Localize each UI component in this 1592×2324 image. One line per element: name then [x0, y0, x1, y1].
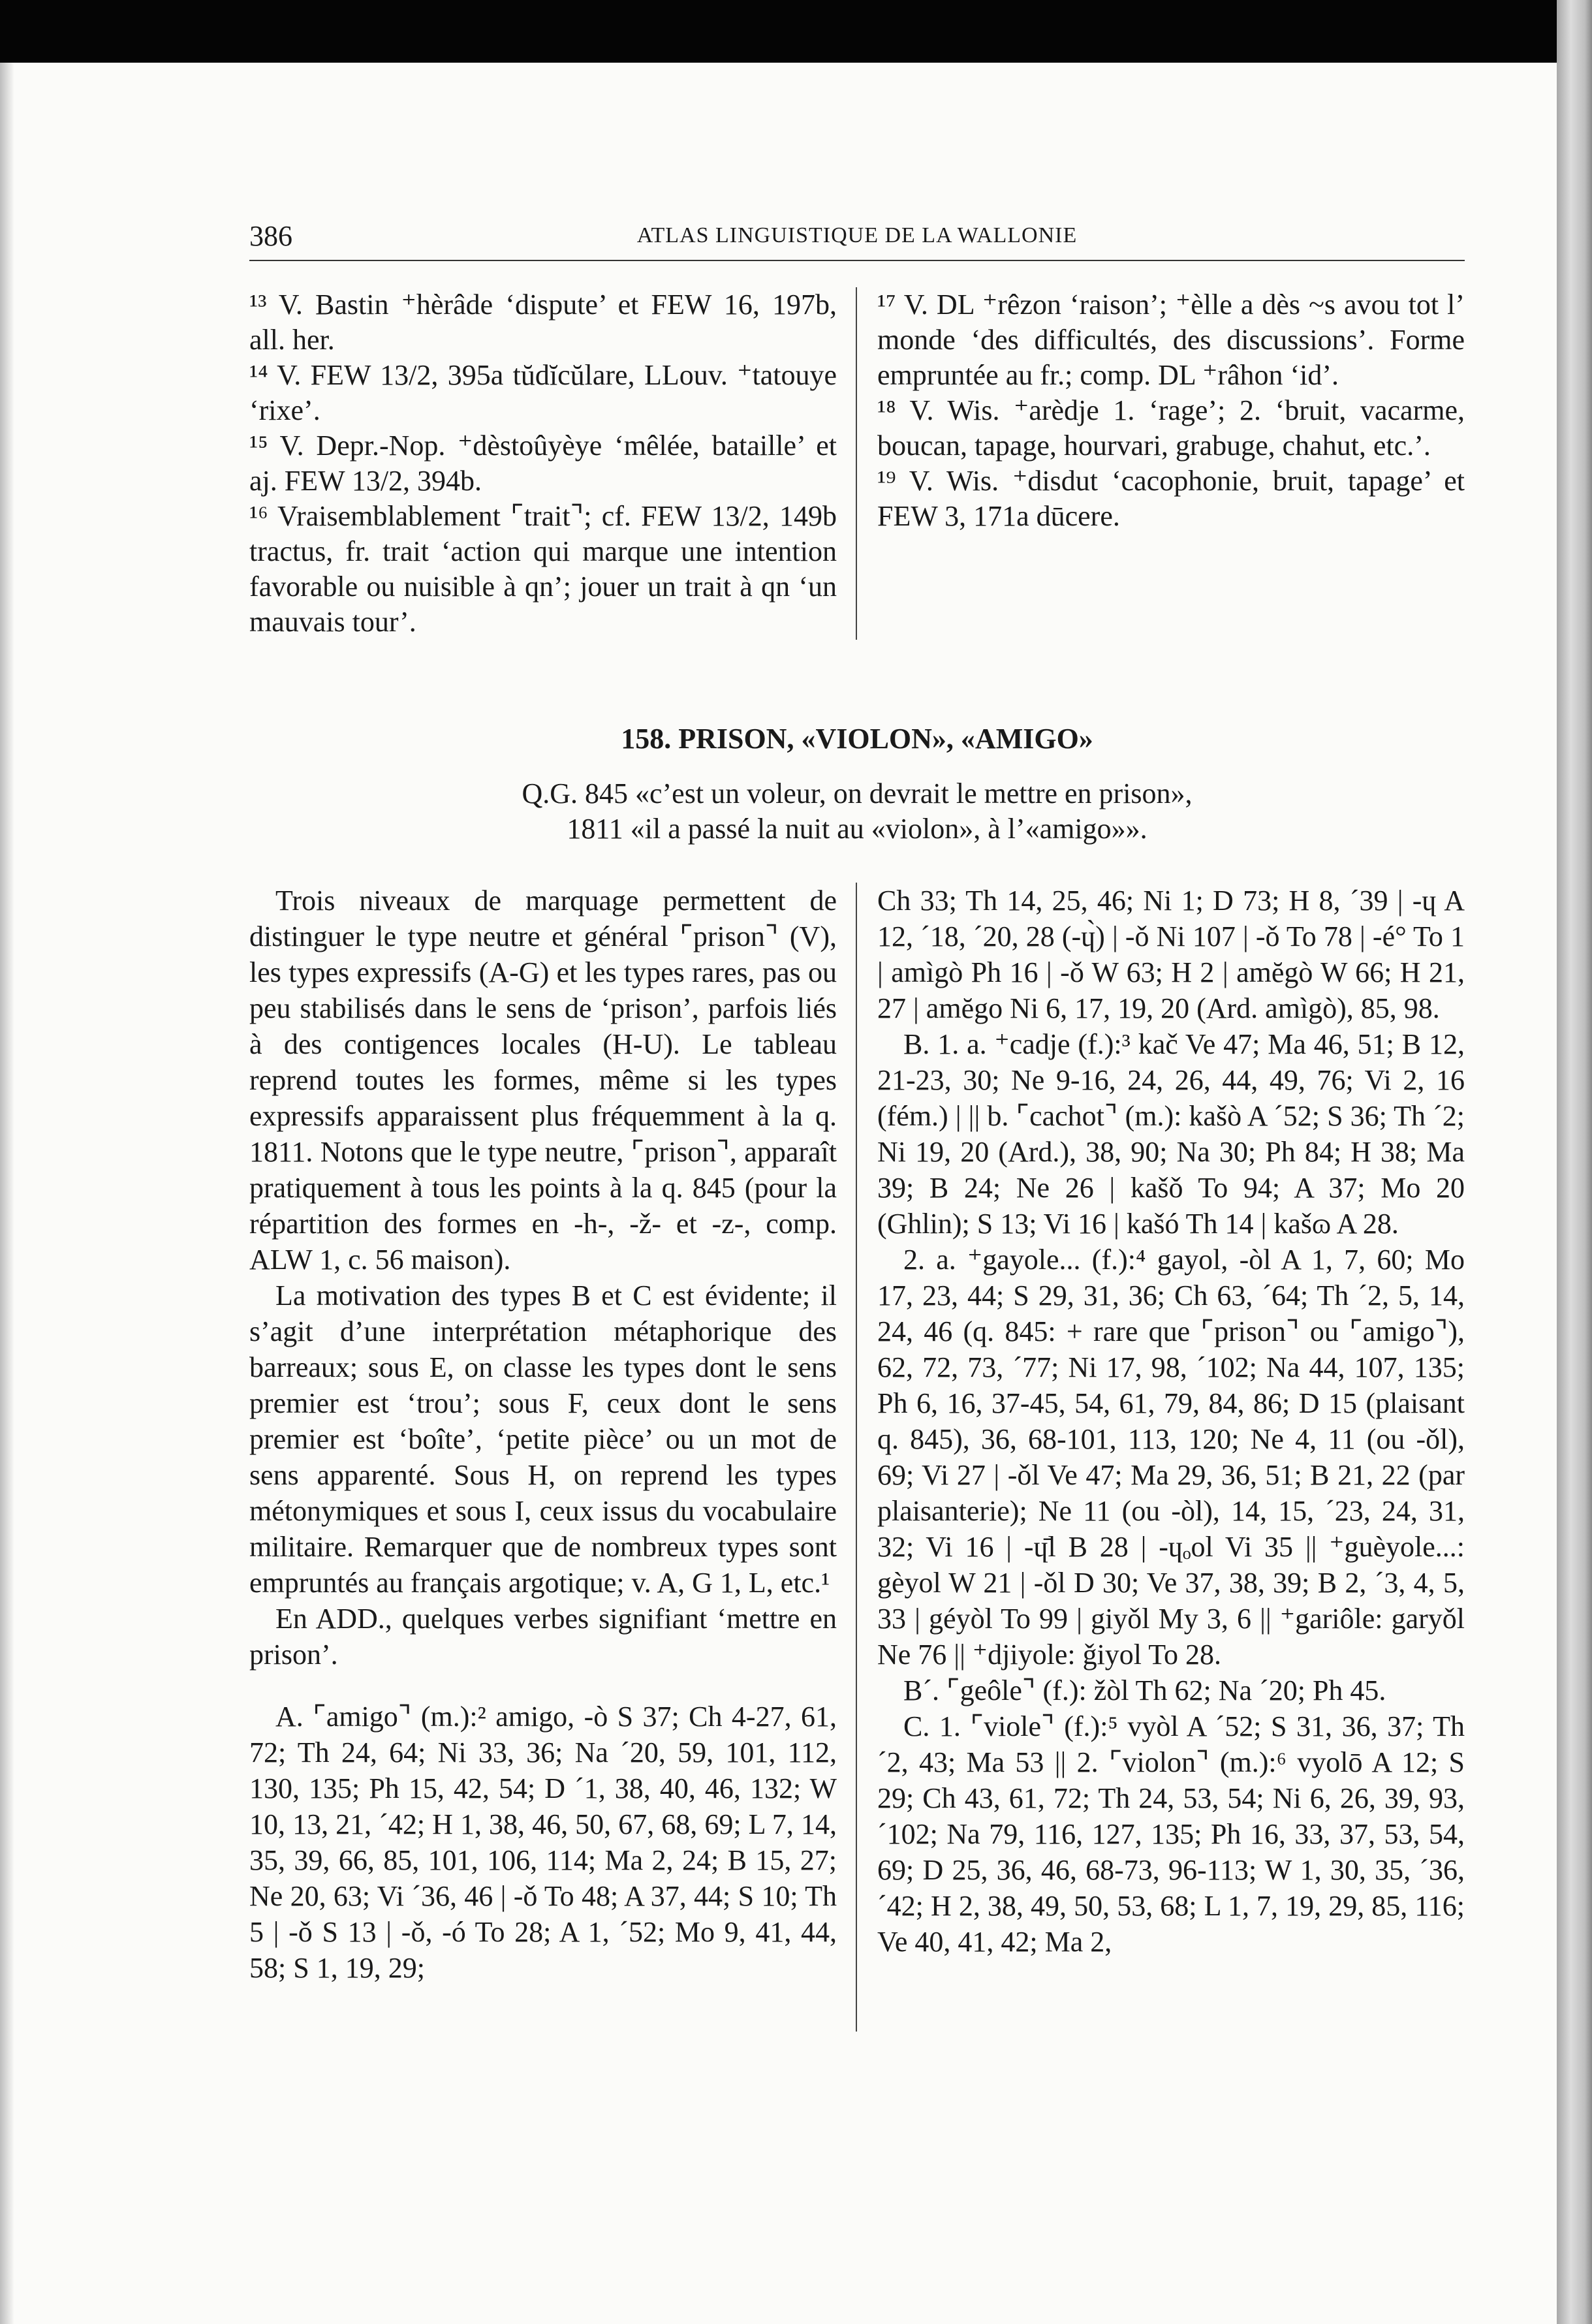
body-right-column [877, 883, 1465, 1960]
footnote-15: ¹⁵ V. Depr.-Nop. ⁺dèstoûyèye ‘mêlée, bataille’ et aj. FEW 13/2, 394b. [249, 430, 837, 497]
question-line-2: 1811 «il a passé la nuit au «violon», à l’«amigo»». [567, 813, 1147, 845]
paragraph-type-b-prime: B´. ⌜geôle⌝ (f.): žòl Th 62; Na ´20; Ph 45. [903, 1674, 1386, 1706]
running-title: ATLAS LINGUISTIQUE DE LA WALLONIE [636, 223, 1078, 247]
footnote-16: ¹⁶ Vraisemblablement ⌜trait⌝; cf. FEW 13/2, 149b tractus, fr. trait ‘action qui marque une intention favorable ou nuisible à qn’; jouer un trait à qn ‘un mauvais tour’. [249, 500, 837, 638]
footnote-18: ¹⁸ V. Wis. ⁺arèdje 1. ‘rage’; 2. ‘bruit, vacarme, boucan, tapage, hourvari, grabuge, chahut, etc.’. [877, 394, 1465, 462]
footnotes-right [877, 287, 1465, 534]
paragraph-type-b2: 2. a. ⁺gayole... (f.):⁴ gayol, -òl A 1, 7, 60; Mo 17, 23, 44; S 29, 31, 36; Ch 63, ´64; Th ´2, 5, 14, 24, 46 (q. 845: + rare que ⌜prison⌝ ou ⌜amigo⌝), 62, 72, 73, ´77; Ni 17, 98, ´102; Na 44, 107, 135; Ph 6, 16, 37-45, 54, 61, 79, 84, 86; D 15 (plaisant q. 845), 36, 68-101, 113, 120; Ne 4, 11 (ou -ǒl), 69; Vi 27 | -ǒl Ve 47; Ma 29, 36, 51; B 21, 22 (par plaisanterie); Ne 11 (ou -òl), 14, 15, ´23, 24, 31, 32; Vi 16 | -ɥ̄l B 28 | -ɥₒol Vi 35 || ⁺guèyole...: gèyol W 21 | -ǒl D 30; Ve 37, 38, 39; B 2, ´3, 4, 5, 33 | géyòl To 99 | giyǒl My 3, 6 || ⁺gariôle: garyǒl Ne 76 || ⁺djiyole: ǧiyol To 28. [877, 1244, 1465, 1671]
page-number: 386 [249, 220, 292, 252]
paragraph-intro: Trois niveaux de marquage permettent de distinguer le type neutre et général ⌜prison⌝ (V), les types expressifs (A-G) et les types rares, pas ou peu stabilisés dans le sens de ‘prison’, parfois liés à des contigences locales (H-U). Le tableau reprend toutes les formes, même si les types expressifs apparaissent plus fréquemment à la q. 1811. Notons que le type neutre, ⌜prison⌝, apparaît pratiquement à tous les points à la q. 845 (pour la répartition des formes en -h-, -ž- et -z-, comp. ALW 1, c. 56 maison). [249, 885, 837, 1276]
running-header [249, 219, 1465, 259]
paragraph-type-a: A. ⌜amigo⌝ (m.):² amigo, -ò S 37; Ch 4-27, 61, 72; Th 24, 64; Ni 33, 36; Na ´20, 59, 101, 112, 130, 135; Ph 15, 42, 54; D ´1, 38, 40, 46, 132; W 10, 13, 21, ´42; H 1, 38, 46, 50, 67, 68, 69; L 7, 14, 35, 39, 66, 85, 101, 106, 114; Ma 2, 24; B 15, 27; Ne 20, 63; Vi ´36, 46 | -ǒ To 48; A 37, 44; S 10; Th 5 | -ǒ S 13 | -ǒ, -ó To 28; A 1, ´52; Mo 9, 41, 44, 58; S 1, 19, 29; [249, 1701, 837, 1984]
header-rule [249, 260, 1465, 261]
scan-right-border [1557, 0, 1592, 2324]
body-column-separator [856, 883, 857, 2032]
footnote-13: ¹³ V. Bastin ⁺hèrâde ‘dispute’ et FEW 16, 197b, all. her. [249, 289, 837, 356]
footnote-column-separator [856, 287, 857, 640]
paragraph-type-c: C. 1. ⌜viole⌝ (f.):⁵ vyòl A ´52; S 31, 36, 37; Th ´2, 43; Ma 53 || 2. ⌜violon⌝ (m.):⁶ vyolō A 12; S 29; Ch 43, 61, 72; Th 24, 53, 54; Ni 6, 26, 39, 93, ´102; Na 79, 116, 127, 135; Ph 16, 33, 37, 53, 54, 69; D 25, 36, 46, 68-73, 96-113; W 1, 30, 35, ´36, ´42; H 2, 38, 49, 50, 53, 68; L 1, 7, 19, 29, 85, 116; Ve 40, 41, 42; Ma 2, [877, 1710, 1465, 1958]
paragraph-type-b: B. 1. a. ⁺cadje (f.):³ kač Ve 47; Ma 46, 51; B 12, 21-23, 30; Ne 9-16, 24, 26, 44, 49, 76; Vi 2, 16 (fém.) | || b. ⌜cachot⌝ (m.): kašò A ´52; S 36; Th ´2; Ni 19, 20 (Ard.), 38, 90; Na 30; Ph 84; H 38; Ma 39; B 24; Ne 26 | kašǒ To 94; A 37; Mo 20 (Ghlin); S 13; Vi 16 | kašó Th 14 | kašɷ A 28. [877, 1028, 1465, 1240]
paragraph-motivation: La motivation des types B et C est évidente; il s’agit d’une interprétation métaphorique des barreaux; sous E, on classe les types dont le sens premier est ‘trou’; sous F, ceux dont le sens premier est ‘boîte’, ‘petite pièce’ ou un mot de sens apparenté. Sous H, on reprend les types métonymiques et sous I, ceux issus du vocabulaire militaire. Remarquer que de nombreux types sont empruntés au français argotique; v. A, G 1, L, etc.¹ [249, 1280, 837, 1599]
article-heading: 158. PRISON, «VIOLON», «AMIGO» [621, 723, 1093, 755]
footnote-14: ¹⁴ V. FEW 13/2, 395a tŭdĭcŭlare, LLouv. ⁺tatouye ‘rixe’. [249, 359, 837, 426]
page-gutter-shadow [0, 63, 14, 2324]
question-line-1: Q.G. 845 «c’est un voleur, on devrait le mettre en prison», [522, 777, 1193, 809]
paragraph-type-a-cont: Ch 33; Th 14, 25, 46; Ni 1; D 73; H 8, ´39 | -ɥ A 12, ´18, ´20, 28 (-ɥ̀) | -ǒ Ni 107 | -ǒ To 78 | -é° To 1 | amìgò Ph 16 | -ǒ W 63; H 2 | amĕgò W 66; H 21, 27 | amĕgo Ni 6, 17, 19, 20 (Ard. amìgò), 85, 98. [877, 885, 1465, 1024]
paragraph-add: En ADD., quelques verbes signifiant ‘mettre en prison’. [249, 1603, 837, 1671]
scan-top-border [0, 0, 1592, 65]
footnote-17: ¹⁷ V. DL ⁺rêzon ‘raison’; ⁺èlle a dès ~s avou tot l’ monde ‘des difficultés, des discussions’. Forme empruntée au fr.; comp. DL ⁺râhon ‘id’. [877, 289, 1465, 391]
body-left-column [249, 883, 837, 1986]
footnotes-left [249, 287, 837, 640]
footnote-19: ¹⁹ V. Wis. ⁺disdut ‘cacophonie, bruit, tapage’ et FEW 3, 171a dūcere. [877, 465, 1465, 532]
